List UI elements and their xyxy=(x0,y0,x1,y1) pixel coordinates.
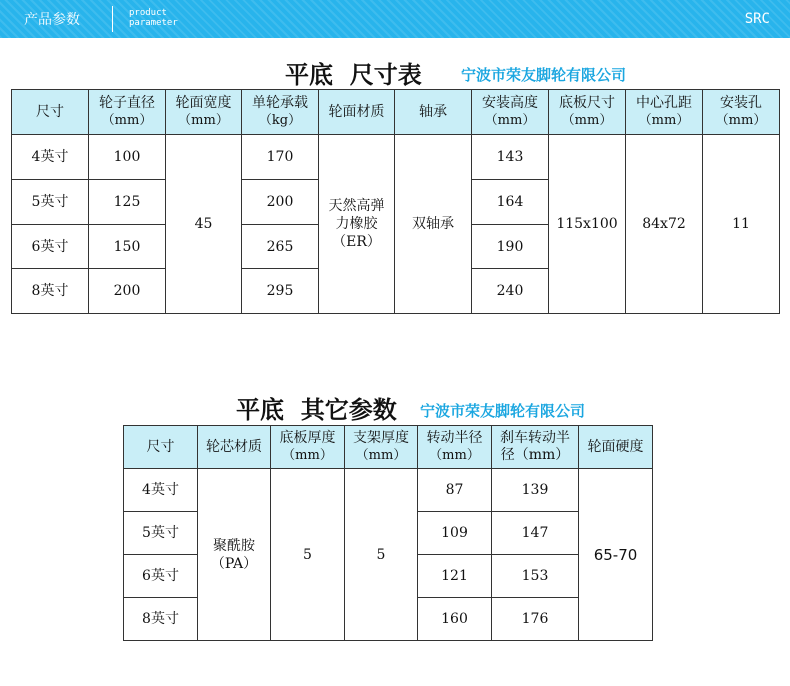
cell-hole-spacing: 84x72 xyxy=(626,135,703,314)
cell-load: 265 xyxy=(242,225,319,269)
cell-swivel-radius: 160 xyxy=(418,598,492,641)
cell-swivel-radius: 87 xyxy=(418,469,492,512)
header-size: 尺寸 xyxy=(124,426,198,469)
other-table-header-row xyxy=(124,426,653,469)
section1-title: 平底 尺寸表 xyxy=(285,60,422,89)
cell-size: 8英寸 xyxy=(12,269,89,314)
size-table-header-row xyxy=(12,90,780,135)
cell-wheel-diameter: 100 xyxy=(89,135,166,180)
cell-mount-height: 240 xyxy=(472,269,549,314)
cell-mount-hole: 11 xyxy=(703,135,780,314)
section1-company: 宁波市荣友脚轮有限公司 xyxy=(461,66,627,84)
header-tread-material: 轮面材质 xyxy=(319,90,395,135)
cell-bearing: 双轴承 xyxy=(395,135,472,314)
header-core-material: 轮芯材质 xyxy=(198,426,271,469)
cell-size: 5英寸 xyxy=(124,512,198,555)
cell-mount-height: 164 xyxy=(472,180,549,225)
header-mount-height: 安装高度 （mm） xyxy=(472,90,549,135)
cell-core-material: 聚酰胺 （PA） xyxy=(198,469,271,641)
header-swivel-radius: 转动半径 （mm） xyxy=(418,426,492,469)
cell-load: 200 xyxy=(242,180,319,225)
header-title: 产品参数 xyxy=(24,12,80,28)
cell-hardness: 65-70 xyxy=(579,469,653,641)
header-brand: SRC xyxy=(744,11,770,27)
cell-brake-radius: 139 xyxy=(492,469,579,512)
header-subtitle-line1: product xyxy=(129,8,167,18)
header-subtitle-line2: parameter xyxy=(129,18,178,28)
cell-bracket-thickness: 5 xyxy=(345,469,418,641)
cell-load: 295 xyxy=(242,269,319,314)
cell-size: 8英寸 xyxy=(124,598,198,641)
header-tread-width: 轮面宽度 （mm） xyxy=(166,90,242,135)
cell-mount-height: 143 xyxy=(472,135,549,180)
cell-size: 6英寸 xyxy=(12,225,89,269)
cell-brake-radius: 153 xyxy=(492,555,579,598)
cell-wheel-diameter: 200 xyxy=(89,269,166,314)
cell-size: 4英寸 xyxy=(124,469,198,512)
header-divider xyxy=(112,6,113,32)
header-brake-radius: 刹车转动半 径（mm） xyxy=(492,426,579,469)
table-row xyxy=(124,469,653,512)
cell-brake-radius: 176 xyxy=(492,598,579,641)
cell-wheel-diameter: 125 xyxy=(89,180,166,225)
header-banner xyxy=(0,0,790,38)
cell-swivel-radius: 121 xyxy=(418,555,492,598)
cell-brake-radius: 147 xyxy=(492,512,579,555)
header-load: 单轮承载 （kg） xyxy=(242,90,319,135)
cell-mount-height: 190 xyxy=(472,225,549,269)
cell-size: 5英寸 xyxy=(12,180,89,225)
cell-tread-material: 天然高弹 力橡胶 （ER） xyxy=(319,135,395,314)
section2-title: 平底 其它参数 xyxy=(236,395,397,424)
header-wheel-diameter: 轮子直径 （mm） xyxy=(89,90,166,135)
cell-swivel-radius: 109 xyxy=(418,512,492,555)
header-mount-hole: 安装孔 （mm） xyxy=(703,90,780,135)
header-plate-size: 底板尺寸 （mm） xyxy=(549,90,626,135)
cell-size: 4英寸 xyxy=(12,135,89,180)
header-hardness: 轮面硬度 xyxy=(579,426,653,469)
header-subtitle xyxy=(129,8,178,28)
cell-plate-size: 115x100 xyxy=(549,135,626,314)
cell-tread-width: 45 xyxy=(166,135,242,314)
cell-load: 170 xyxy=(242,135,319,180)
cell-wheel-diameter: 150 xyxy=(89,225,166,269)
header-plate-thickness: 底板厚度 （mm） xyxy=(271,426,345,469)
cell-size: 6英寸 xyxy=(124,555,198,598)
table-row xyxy=(12,135,780,180)
section2-company: 宁波市荣友脚轮有限公司 xyxy=(420,402,586,420)
other-params-table xyxy=(123,425,653,641)
header-bearing: 轴承 xyxy=(395,90,472,135)
header-hole-spacing: 中心孔距 （mm） xyxy=(626,90,703,135)
header-bracket-thickness: 支架厚度 （mm） xyxy=(345,426,418,469)
size-table xyxy=(11,89,780,314)
header-size: 尺寸 xyxy=(12,90,89,135)
cell-plate-thickness: 5 xyxy=(271,469,345,641)
